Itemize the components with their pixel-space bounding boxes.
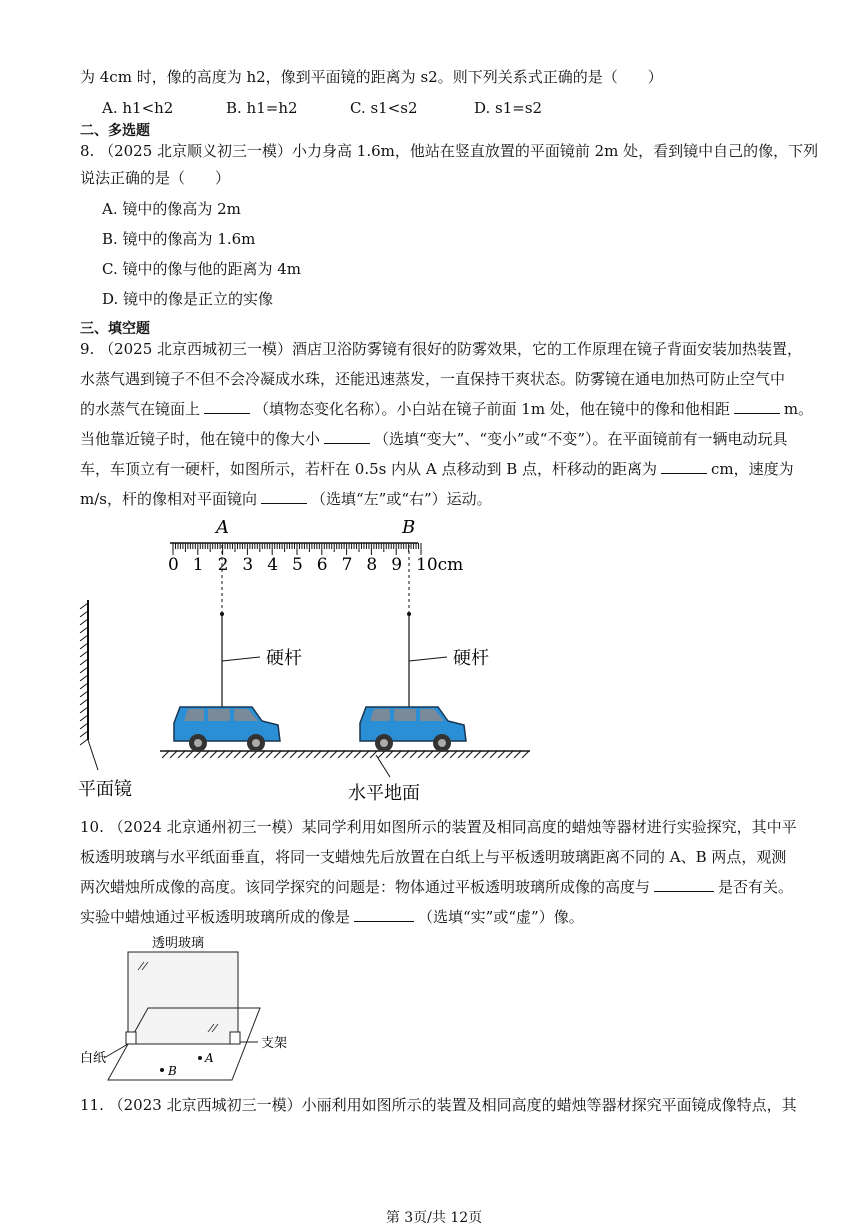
q8-option-c[interactable]: C. 镜中的像与他的距离为 4m [102,260,302,278]
ruler-tick-label: 9 [391,555,403,575]
stand-label: 支架 [261,1036,288,1051]
q9-line2: 水蒸气遇到镜子不但不会冷凝成水珠，还能迅速蒸发，一直保持干爽状态。防雾镜在通电加热可防止空气中 [80,370,786,388]
q10-line4: 实验中蜡烛通过平板透明玻璃所成的像是 （选填“实”或“虚”）像。 [80,908,584,926]
point-b-label: B [402,517,416,538]
ruler-tick-label: 6 [316,555,328,575]
q9-line4: 当他靠近镜子时，他在镜中的像大小 （选填“变大”、“变小”或“不变”）。在平面镜前有一辆电动玩具 [80,430,788,448]
q8-option-a[interactable]: A. 镜中的像高为 2m [102,200,241,218]
q10-line1: 10. （2024 北京通州初三一模）某同学利用如图所示的装置及相同高度的蜡烛等器材进行实验探究，其中平 [80,818,797,836]
q10-line2: 板透明玻璃与水平纸面垂直，将同一支蜡烛先后放置在白纸上与平板透明玻璃距离不同的 A、B 两点，观测 [80,848,787,866]
ruler-tick-label: 0 [168,555,179,575]
toy-car-right [360,707,466,752]
ruler-tick-label: 1 [192,555,204,575]
ruler-tick-label: 10cm [416,555,464,575]
glass-plate-figure [78,932,318,1084]
ruler-tick-label: 3 [242,555,254,575]
q7-tail: 为 4cm 时，像的高度为 h2，像到平面镜的距离为 s2。则下列关系式正确的是（ ） [80,68,663,86]
q8-option-b[interactable]: B. 镜中的像高为 1.6m [102,230,256,248]
glass-label: 透明玻璃 [152,936,205,951]
ruler-tick-label: 4 [267,555,279,575]
q10-line3: 两次蜡烛所成像的高度。该同学探究的问题是：物体通过平板透明玻璃所成像的高度与 是否有关。 [80,878,794,896]
page-footer: 第 3页/共 12页 [385,1210,483,1226]
q11-line1: 11. （2023 北京西城初三一模）小丽利用如图所示的装置及相同高度的蜡烛等器材探究平面镜成像特点，其 [80,1096,797,1114]
q7-option-d[interactable]: D. s1=s2 [474,99,543,117]
section-fill-blank: 三、填空题 [80,321,150,337]
car-mirror-figure [70,515,550,805]
q7-options [102,99,598,117]
ground-label: 水平地面 [348,783,420,804]
rod-label-left: 硬杆 [266,648,302,669]
toy-car-left [174,707,280,752]
q8-option-d[interactable]: D. 镜中的像是正立的实像 [102,290,274,308]
section-multi-choice: 二、多选题 [80,123,150,139]
ruler-tick-label: 2 [217,555,229,575]
point-a-label: A [205,1051,214,1065]
q9-line1: 9. （2025 北京西城初三一模）酒店卫浴防雾镜有很好的防雾效果，它的工作原理在镜子背面安装加热装置， [80,340,803,358]
q7-option-a[interactable]: A. h1<h2 [102,99,174,117]
point-a-label: A [216,517,229,538]
q7-option-b[interactable]: B. h1=h2 [226,99,298,117]
point-b-label: B [168,1064,177,1078]
q9-line3: 的水蒸气在镜面上 （填物态变化名称）。小白站在镜子前面 1m 处，他在镜中的像和他相距 m。 [80,400,814,418]
q8-line1: 8. （2025 北京顺义初三一模）小力身高 1.6m，他站在竖直放置的平面镜前 2m 处，看到镜中自己的像，下列 [80,142,819,160]
paper-label: 白纸 [80,1051,107,1066]
ruler-tick-label: 5 [292,555,303,575]
q9-line5: 车，车顶立有一硬杆，如图所示，若杆在 0.5s 内从 A 点移动到 B 点，杆移动的距离为 cm，速度为 [80,460,794,478]
q7-option-c[interactable]: C. s1<s2 [350,99,418,117]
ruler-tick-label: 8 [366,555,378,575]
q9-line6: m/s，杆的像相对平面镜向 （选填“左”或“右”）运动。 [80,490,492,508]
q8-line2: 说法正确的是（ ） [80,169,231,187]
mirror-label: 平面镜 [78,779,132,800]
rod-label-right: 硬杆 [453,648,489,669]
ruler-tick-label: 7 [341,555,353,575]
